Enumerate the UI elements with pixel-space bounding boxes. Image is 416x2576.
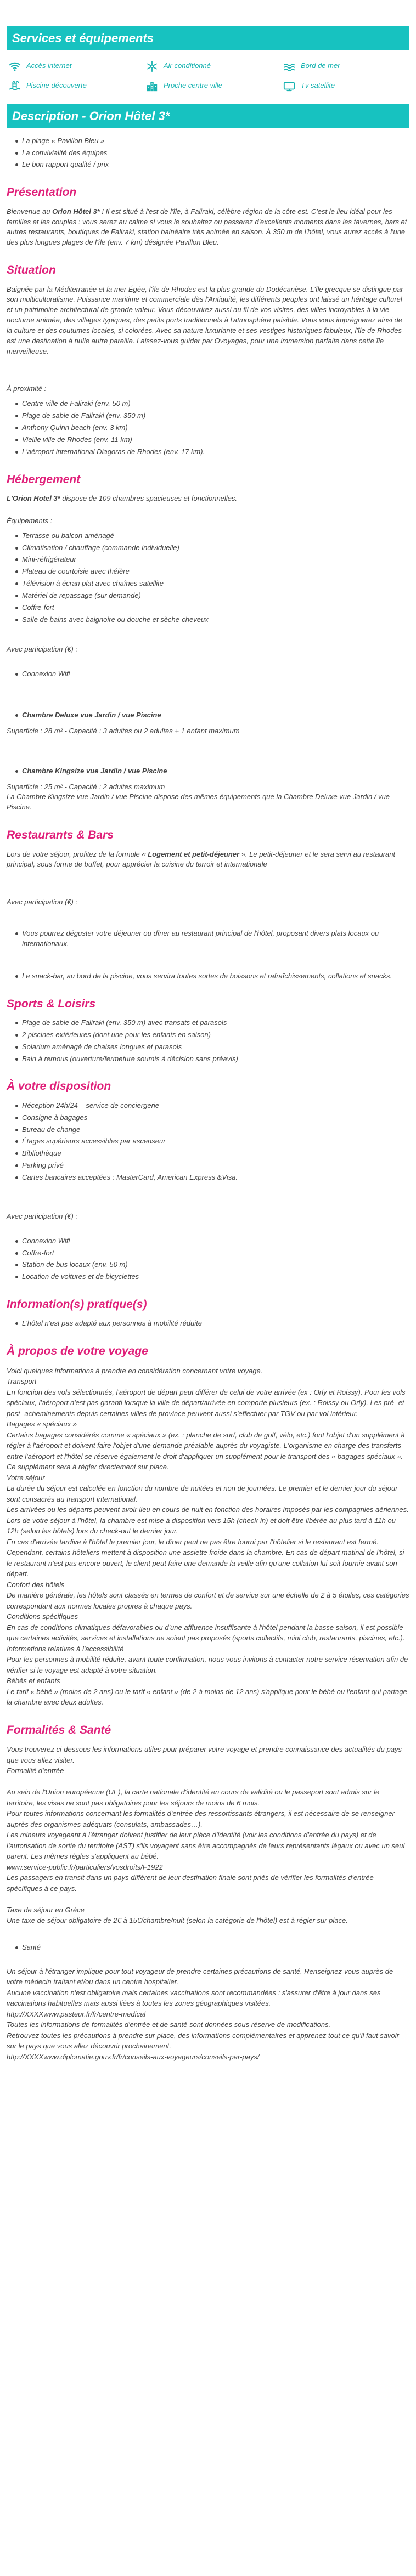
text-line: Transport <box>7 1377 37 1386</box>
services-grid <box>7 56 409 94</box>
formalites-body <box>7 1744 409 1926</box>
text-line <box>7 1776 409 1787</box>
presentation-text <box>7 207 409 248</box>
list-item: Station de bus locaux (env. 50 m) <box>22 1260 409 1270</box>
text-line: Pour les personnes à mobilité réduite, avant toute confirmation, nous vous invitons à contacter notre service réservation afin de vérifier si le voyage est adapté à votre situation. <box>7 1655 408 1674</box>
room-name <box>22 710 409 721</box>
list-item: 2 piscines extérieures (dont une pour les enfants en saison) <box>22 1030 409 1040</box>
snack-list <box>7 971 409 982</box>
room-kingsize-desc2: La Chambre Kingsize vue Jardin / vue Piscine dispose des mêmes équipements que la Chambre Deluxe vue Jardin / vue Piscine. <box>7 792 390 812</box>
text-line: Toutes les informations de formalités d'entrée et de santé sont données sous réserve de modifications. <box>7 2020 331 2029</box>
text-part: dispose de 109 chambres spacieuses et fonctionnelles. <box>60 494 238 502</box>
text-part: ». Le petit-déjeuner et le sera servi au restaurant principal, sous forme de buffet, pour apprécier la cuisine du terroir et internationale <box>7 850 396 869</box>
wifi-icon <box>9 60 21 72</box>
list-item: Plateau de courtoisie avec théière <box>22 567 409 577</box>
text-line: Confort des hôtels <box>7 1580 65 1589</box>
health-list <box>7 1943 409 1953</box>
text-line: En fonction des vols sélectionnés, l'aéroport de départ peut différer de celui de votre arrivée (ex : Orly et Roissy). Pour les vols spéciaux, l'aéroport n'est pas garanti lorsque la ville de départ/arrivée en comporte plusieurs (ex. : Roissy ou Orly). Les pré- et post- acheminements depuis certaines villes de province peuvent aussi s'effectuer par TGV ou par vol intérieur. <box>7 1388 406 1418</box>
snowflake-icon <box>146 60 158 72</box>
list-item: Anthony Quinn beach (env. 3 km) <box>22 423 409 433</box>
text-part: Lors de votre séjour, profitez de la formule « <box>7 850 148 858</box>
text-line <box>7 1894 409 1905</box>
service-seaside <box>283 60 412 72</box>
room-deluxe-desc: Superficie : 28 m² - Capacité : 3 adultes ou 2 adultes + 1 enfant maximum <box>7 726 240 735</box>
room-title: Chambre Deluxe vue Jardin / vue Piscine <box>22 711 161 720</box>
list-item: Consigne à bagages <box>22 1113 409 1123</box>
proximity-list <box>7 399 409 457</box>
service-label: Piscine découverte <box>26 81 87 90</box>
list-item: Solarium aménagé de chaises longues et parasols <box>22 1042 409 1052</box>
text-line: Retrouvez toutes les précautions à prendre sur place, des informations complémentaires et apprenez tout ce qu'il faut savoir sur le pays que vous allez découvrir prochainement. <box>7 2031 399 2051</box>
list-item: Télévision à écran plat avec chaînes satellite <box>22 579 409 589</box>
list-item: Mini-réfrigérateur <box>22 554 409 565</box>
text-line: Pour toutes informations concernant les formalités d'entrée des ressortissants étrangers, il est nécessaire de se renseigner auprès des organismes adéquats (consulats, ambassades…). <box>7 1809 395 1828</box>
pratiques-title: Information(s) pratique(s) <box>7 1298 147 1311</box>
list-item: Bureau de change <box>22 1125 409 1135</box>
text-part: Superficie : 25 m² - Capacité : 2 adultes maximum <box>7 782 165 791</box>
list-item: Matériel de repassage (sur demande) <box>22 591 409 601</box>
text-line: Taxe de séjour en Grèce <box>7 1905 85 1914</box>
text-part: ! Il est situé à l'est de l'île, à Faliraki, célèbre région de la côte est. C'est le lieu idéal pour les familles et les couples : vous serez au calme si vous le souhaitez ou passerez d'excellents moments dans les tavernes, bars et autres restaurants, boutiques de Faliraki, station balnéaire très animée en saison. À 350 m de l'hôtel, vous aurez accès à l'une des plus longues plages de l'île (env. 7 km) désignée Pavillon Bleu. <box>7 207 407 247</box>
service-label: Tv satellite <box>301 81 335 90</box>
text-line: En cas de conditions climatiques défavorables ou d'une affluence insuffisante à l'hôtel pendant la basse saison, il est possible que certaines activités, services et installations ne soient pas proposés (sports collectifs, mini club, restaurants, piscines, etc.). <box>7 1623 405 1643</box>
list-item: Vous pourrez déguster votre déjeuner ou dîner au restaurant principal de l'hôtel, proposant divers plats locaux ou internationaux. <box>22 929 409 949</box>
service-tv <box>283 80 412 92</box>
list-item: Réception 24h/24 – service de conciergerie <box>22 1101 409 1111</box>
list-item: Plage de sable de Faliraki (env. 350 m) <box>22 411 409 421</box>
list-item: Location de voitures et de bicyclettes <box>22 1272 409 1282</box>
text-line: Conditions spécifiques <box>7 1612 78 1621</box>
situation-text: Baignée par la Méditerranée et la mer Égée, l'île de Rhodes est la plus grande du Dodécanèse. L'île grecque se distingue par son multiculturalisme. Puissance maritime et commerciale dès l'Antiquité, les différents peuples ont laissé un héritage culturel et un patrimoine architectural de grande valeur. Vous découvrirez aussi au fil de vos visites, des villes incroyables à la vie nocturne animée, des villages typiques, des petits ports traditionnels à l'atmosphère paisible. Vous vous imprégnerez ainsi de la culture et des coutumes locales, si colorées. Avec sa nature luxuriante et ses vestiges historiques fabuleux, l'île de Rhodes est une destination à nulle autre pareille. Laissez-vous guider par Ovoyages, pour une immersion parfaite dans cette île merveilleuse. <box>7 285 403 355</box>
participation-label: Avec participation (€) : <box>7 645 78 654</box>
text-line: De manière générale, les hôtels sont classés en termes de confort et de service sur une échelle de 2 à 5 étoiles, ces catégories correspondant aux normes locales propres à chaque pays. <box>7 1591 409 1610</box>
list-item: La convivialité des équipes <box>22 148 409 158</box>
link-line[interactable]: www.service-public.fr/particuliers/vosdroits/F1922 <box>7 1862 163 1871</box>
text-line: Formalité d'entrée <box>7 1767 64 1775</box>
restaurants-title: Restaurants & Bars <box>7 829 114 842</box>
list-item: La plage « Pavillon Bleu » <box>22 136 409 146</box>
text-line: Les mineurs voyageant à l'étranger doivent justifier de leur pièce d'identité (voir les conditions d'entrée du pays) et de l'autorisation de sortie du territoire (AST) s'ils voyagent sans être accompagnés de leurs représentants légaux ou avec un seul parent. Les mêmes règles s'appliquent au bébé. <box>7 1831 405 1861</box>
room-name <box>22 766 409 777</box>
text-line: Au sein de l'Union européenne (UE), la carte nationale d'identité en cours de validité ou le passeport sont admis sur le territoire, les visas ne sont pas obligatoires pour les séjours de moins de 6 mois. <box>7 1788 380 1807</box>
participation-list <box>7 669 409 680</box>
text-part: Bienvenue au <box>7 207 53 216</box>
text-line: Bagages « spéciaux » <box>7 1420 77 1429</box>
text-line: Une taxe de séjour obligatoire de 2€ à 15€/chambre/nuit (selon la catégorie de l'hôtel) est à régler sur place. <box>7 1916 348 1925</box>
link-line[interactable]: http://XXXXwww.diplomatie.gouv.fr/fr/conseils-aux-voyageurs/conseils-par-pays/ <box>7 2052 260 2061</box>
list-item: Étages supérieurs accessibles par ascenseur <box>22 1136 409 1147</box>
disposition-participation <box>7 1236 409 1282</box>
list-item: Bain à remous (ouverture/fermeture soumis à décision sans préavis) <box>22 1054 409 1065</box>
text-line: Informations relatives à l'accessibilité <box>7 1644 124 1653</box>
pratiques-list <box>7 1318 409 1329</box>
hotel-name: L'Orion Hotel 3* <box>7 494 60 502</box>
room-title: Chambre Kingsize vue Jardin / vue Piscine <box>22 766 167 775</box>
list-item: Bibliothèque <box>22 1148 409 1159</box>
list-item: Parking privé <box>22 1160 409 1171</box>
list-item: Santé <box>22 1943 409 1953</box>
text-line: En cas d'arrivée tardive à l'hôtel le premier jour, le dîner peut ne pas être fourni par l'hôtelier si le restaurant est fermé. Cependant, certains hôteliers mettent à disposition une assiette froide dans la chambre. En cas de départ matinal de l'hôtel, si le restaurant n'est pas encore ouvert, le client peut faire une demande la veille afin qu'une collation lui soit fournie avant son départ. <box>7 1537 404 1578</box>
service-label: Air conditionné <box>164 61 211 70</box>
list-item: Coffre-fort <box>22 603 409 613</box>
list-item: L'hôtel n'est pas adapté aux personnes à mobilité réduite <box>22 1318 409 1329</box>
text-line: Le tarif « bébé » (moins de 2 ans) ou le tarif « enfant » (de 2 à moins de 12 ans) s'applique pour le bébé ou l'enfant qui partage la chambre avec deux adultes. <box>7 1687 407 1707</box>
list-item: Coffre-fort <box>22 1248 409 1259</box>
service-pool <box>9 80 146 92</box>
text-line: Un séjour à l'étranger implique pour tout voyageur de prendre certaines précautions de santé. Renseignez-vous auprès de votre médecin traitant et/ou dans un centre hospitalier. <box>7 1967 393 1986</box>
room-kingsize <box>7 766 409 777</box>
disposition-title: À votre disposition <box>7 1080 111 1093</box>
equipments-label: Équipements : <box>7 516 53 525</box>
list-item: Le snack-bar, au bord de la piscine, vous servira toutes sortes de boissons et rafraîchissements, collations et snacks. <box>22 971 409 982</box>
health-body <box>7 1966 409 2063</box>
city-icon <box>146 80 158 92</box>
proximity-label: À proximité : <box>7 384 47 393</box>
restaurants-list <box>7 929 409 949</box>
room-deluxe <box>7 710 409 721</box>
participation-label: Avec participation (€) : <box>7 898 78 907</box>
text-line: Vous trouverez ci-dessous les informations utiles pour préparer votre voyage et prendre connaissance des actualités du pays que vous allez visiter. <box>7 1745 402 1764</box>
hebergement-intro <box>7 494 409 504</box>
list-item: Le bon rapport qualité / prix <box>22 160 409 170</box>
waves-icon <box>283 60 295 72</box>
list-item: Cartes bancaires acceptées : MasterCard, American Express &Visa. <box>22 1173 409 1183</box>
disposition-list <box>7 1101 409 1183</box>
hebergement-title: Hébergement <box>7 473 81 486</box>
equipments-list <box>7 531 409 625</box>
service-internet <box>9 60 146 72</box>
formalites-title: Formalités & Santé <box>7 1723 111 1736</box>
presentation-title: Présentation <box>7 186 77 199</box>
hotel-name: Orion Hôtel 3* <box>52 207 100 216</box>
text-line: Votre séjour <box>7 1473 45 1482</box>
tv-icon <box>283 80 295 92</box>
link-line[interactable]: http://XXXXwww.pasteur.fr/fr/centre-medical <box>7 2009 146 2018</box>
list-item: Plage de sable de Faliraki (env. 350 m) avec transats et parasols <box>22 1018 409 1028</box>
service-label: Proche centre ville <box>164 81 222 90</box>
services-title: Services et équipements <box>7 26 409 50</box>
service-aircon <box>146 60 283 72</box>
text-line: Les arrivées ou les départs peuvent avoir lieu en cours de nuit en fonction des horaires imposés par les compagnies aériennes. <box>7 1505 409 1514</box>
list-item: L'aéroport international Diagoras de Rhodes (env. 17 km). <box>22 447 409 457</box>
apropos-body <box>7 1366 409 1708</box>
restaurants-text <box>7 850 409 870</box>
sports-list <box>7 1018 409 1064</box>
list-item: Vieille ville de Rhodes (env. 11 km) <box>22 435 409 445</box>
text-line: Voici quelques informations à prendre en considération concernant votre voyage. <box>7 1366 263 1375</box>
room-kingsize-desc <box>7 782 409 792</box>
text-line: Lors de votre séjour à l'hôtel, la chambre est mise à disposition vers 15h (check-in) et doit être libérée au plus tard à 11h ou 12h (selon les hôtels) lors du check-out le dernier jour. <box>7 1516 396 1536</box>
pool-icon <box>9 80 21 92</box>
sports-title: Sports & Loisirs <box>7 997 96 1010</box>
apropos-title: À propos de votre voyage <box>7 1345 148 1358</box>
text-line: La durée du séjour est calculée en fonction du nombre de nuitées et non de journées. Le premier et le dernier jour du séjour sont consacrés au transport international. <box>7 1484 398 1503</box>
service-city <box>146 80 283 92</box>
situation-title: Situation <box>7 264 56 277</box>
service-label: Bord de mer <box>301 61 340 70</box>
list-item: Terrasse ou balcon aménagé <box>22 531 409 541</box>
services-section <box>7 26 409 94</box>
formula-name: Logement et petit-déjeuner <box>148 850 240 858</box>
participation-label: Avec participation (€) : <box>7 1211 78 1220</box>
list-item: Climatisation / chauffage (commande individuelle) <box>22 543 409 553</box>
text-line: Bébés et enfants <box>7 1677 60 1685</box>
list-item: Centre-ville de Faliraki (env. 50 m) <box>22 399 409 409</box>
list-item: Salle de bains avec baignoire ou douche et sèche-cheveux <box>22 615 409 625</box>
text-line: Certains bagages considérés comme « spéciaux » (ex. : planche de surf, club de golf, vélo, etc.) font l'objet d'un supplément à régler à l'aéroport et doivent faire l'objet d'une demande préalable auprès du voyagiste. L'organisme en charge des transferts entre l'aéroport et l'hôtel se réserve également le droit d'appliquer un supplément pour le transport des « bagages spéciaux ». Ce supplément sera à régler directement sur place. <box>7 1430 405 1471</box>
list-item: Connexion Wifi <box>22 1236 409 1247</box>
description-title: Description - Orion Hôtel 3* <box>7 104 409 128</box>
description-highlights <box>7 136 409 171</box>
service-label: Accès internet <box>26 61 72 70</box>
list-item: Connexion Wifi <box>22 669 409 680</box>
text-line: Les passagers en transit dans un pays différent de leur destination finale sont priés de vérifier les formalités d'entrée spécifiques à ce pays. <box>7 1873 374 1893</box>
text-line: Aucune vaccination n'est obligatoire mais certaines vaccinations sont recommandées : s'assurer d'être à jour dans ses vaccinations habituelles mais aussi liées à toutes les zones géographiques visitées. <box>7 1988 381 2008</box>
